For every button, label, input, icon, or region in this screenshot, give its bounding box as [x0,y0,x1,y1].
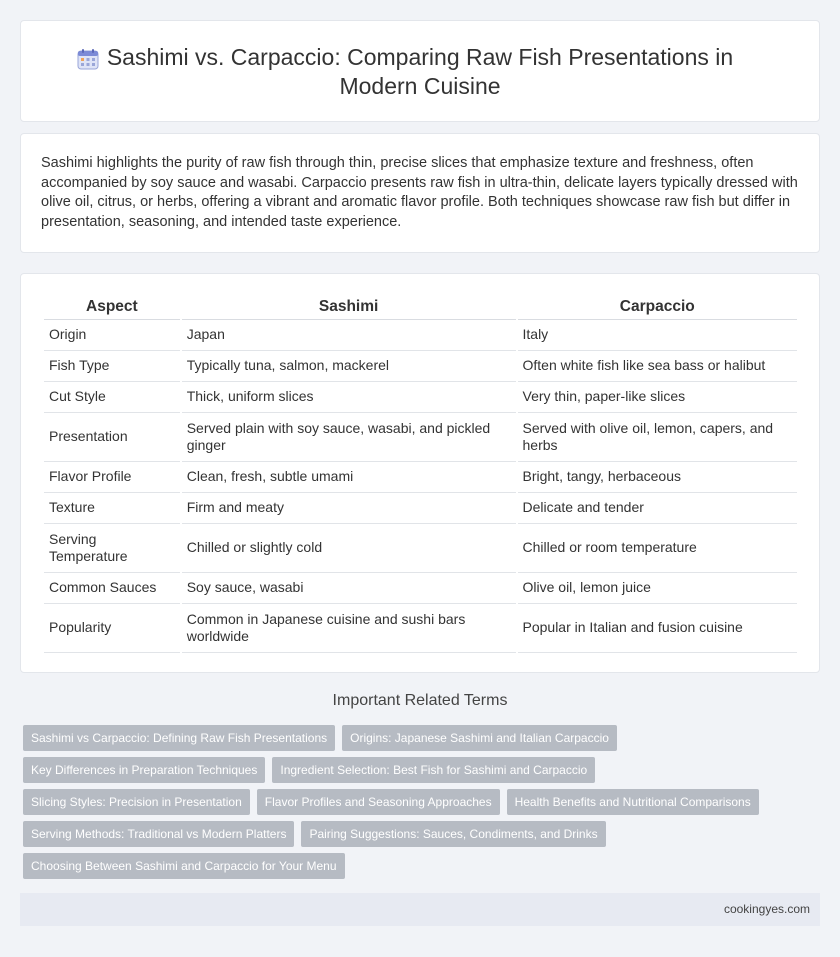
table-cell: Presentation [44,413,180,462]
intro-paragraph: Sashimi highlights the purity of raw fish through thin, precise slices that emphasize texture and freshness, often accompanied by soy sauce and wasabi. Carpaccio presents raw fish in ultra-thin, delicate layers typically dressed with olive oil, citrus, or herbs, offering a vibrant and aromatic flavor profile. Both techniques showcase raw fish but differ in presentation, seasoning, and intended taste experience. [41,155,798,230]
table-row [44,604,797,653]
table-cell: Flavor Profile [44,462,180,493]
table-row [44,493,797,524]
footer-site-link[interactable]: cookingyes.com [723,902,810,916]
table-cell: Served plain with soy sauce, wasabi, and pickled ginger [182,413,516,462]
table-cell: Fish Type [44,351,180,382]
table-cell: Japan [182,320,516,351]
table-cell: Soy sauce, wasabi [182,573,516,604]
table-cell: Common Sauces [44,573,180,604]
table-header: Carpaccio [518,296,798,320]
table-header: Aspect [44,296,180,320]
table-cell: Cut Style [44,382,180,413]
table-row [44,382,797,413]
table-cell: Popular in Italian and fusion cuisine [518,604,798,653]
table-cell: Chilled or room temperature [518,524,798,573]
page-title: Sashimi vs. Carpaccio: Comparing Raw Fish Presentations in Modern Cuisine [106,44,734,99]
table-header: Sashimi [182,296,516,320]
table-cell: Origin [44,320,180,351]
title-card [20,20,820,122]
related-term-tag[interactable]: Slicing Styles: Precision in Presentation [23,789,250,815]
related-terms-tags [23,725,813,885]
table-cell: Texture [44,493,180,524]
table-row [44,462,797,493]
related-term-tag[interactable]: Health Benefits and Nutritional Comparisons [507,789,759,815]
table-cell: Italy [518,320,798,351]
related-term-tag[interactable]: Origins: Japanese Sashimi and Italian Carpaccio [342,725,617,751]
table-cell: Chilled or slightly cold [182,524,516,573]
table-cell: Served with olive oil, lemon, capers, and herbs [518,413,798,462]
related-term-tag[interactable]: Flavor Profiles and Seasoning Approaches [257,789,500,815]
table-cell: Firm and meaty [182,493,516,524]
footer [20,893,820,926]
table-cell: Thick, uniform slices [182,382,516,413]
table-cell: Popularity [44,604,180,653]
table-row [44,320,797,351]
related-term-tag[interactable]: Ingredient Selection: Best Fish for Sashimi and Carpaccio [272,757,595,783]
table-cell: Olive oil, lemon juice [518,573,798,604]
related-term-tag[interactable]: Serving Methods: Traditional vs Modern Platters [23,821,294,847]
table-cell: Delicate and tender [518,493,798,524]
table-cell: Common in Japanese cuisine and sushi bars worldwide [182,604,516,653]
table-cell: Very thin, paper-like slices [518,382,798,413]
table-cell: Often white fish like sea bass or halibut [518,351,798,382]
table-cell: Bright, tangy, herbaceous [518,462,798,493]
table-cell: Typically tuna, salmon, mackerel [182,351,516,382]
table-cell: Clean, fresh, subtle umami [182,462,516,493]
related-terms-title: Important Related Terms [332,692,508,709]
related-term-tag[interactable]: Key Differences in Preparation Techniques [23,757,265,783]
table-header-row [44,296,797,320]
related-term-tag[interactable]: Choosing Between Sashimi and Carpaccio for Your Menu [23,853,345,879]
comparison-table [42,296,799,653]
table-row [44,524,797,573]
table-cell: Serving Temperature [44,524,180,573]
intro-card [20,133,820,253]
table-row [44,573,797,604]
related-term-tag[interactable]: Pairing Suggestions: Sauces, Condiments, and Drinks [301,821,605,847]
table-row [44,351,797,382]
comparison-table-card [20,273,820,673]
table-row [44,413,797,462]
related-term-tag[interactable]: Sashimi vs Carpaccio: Defining Raw Fish Presentations [23,725,335,751]
